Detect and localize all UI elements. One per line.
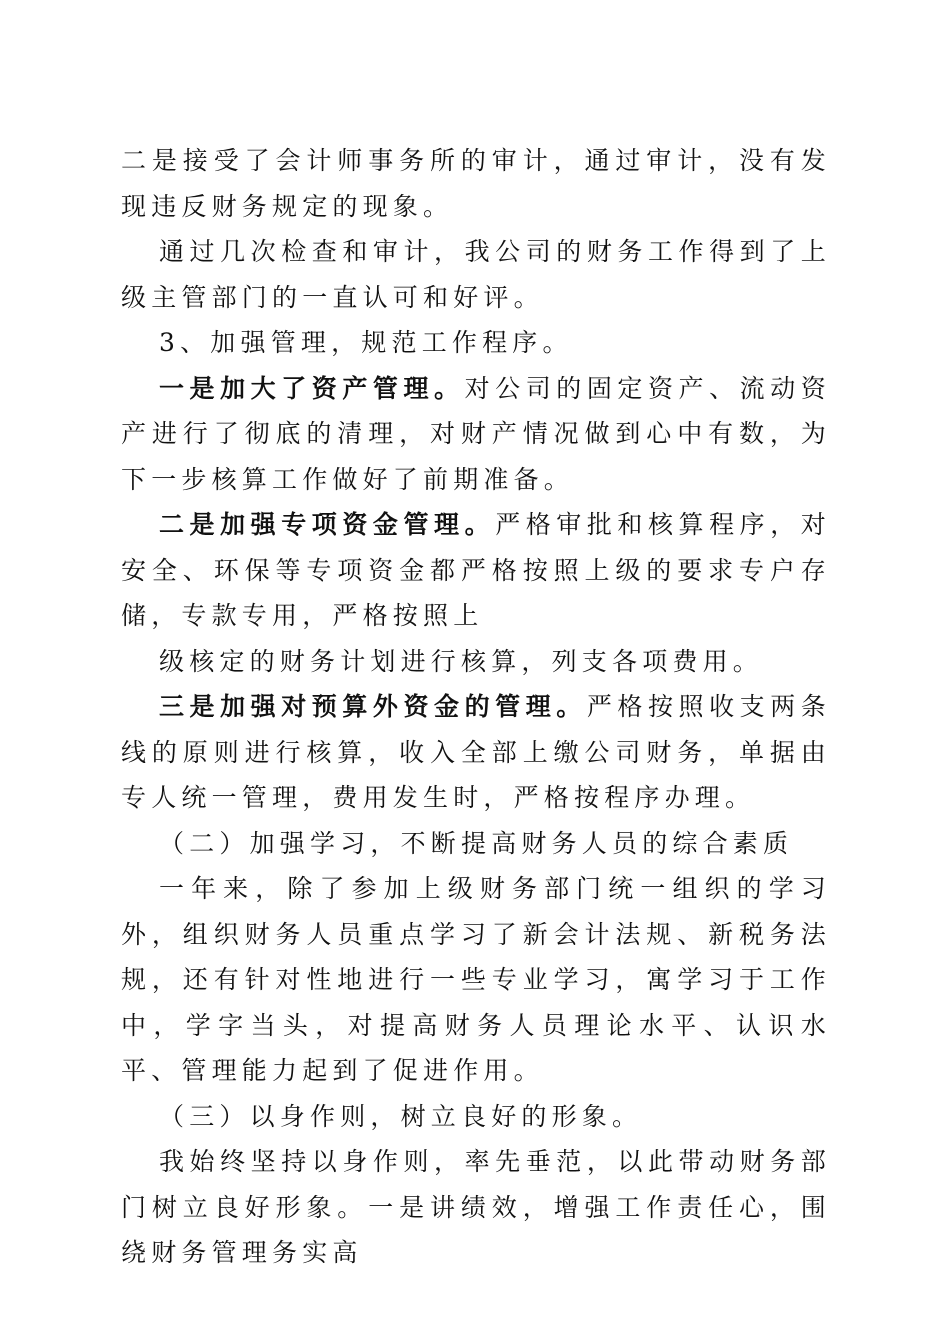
section-heading-example bbox=[121, 1094, 831, 1140]
paragraph-text: 我始终坚持以身作则，率先垂范，以此带动财务部门树立良好形象。一是讲绩效，增强工作责任心，围绕财务管理务实高 bbox=[121, 1147, 831, 1267]
heading-text: 3、加强管理，规范工作程序。 bbox=[159, 328, 573, 357]
paragraph-special-funds bbox=[121, 502, 831, 639]
paragraph-text: 严格按照收支两条线的原则进行核算，收入全部上缴公司财务，单据由专人统一管理，费用发生时，严格按程序办理。 bbox=[121, 692, 831, 812]
paragraph-extra-budget bbox=[121, 684, 831, 821]
paragraph-text: 对公司的固定资产、流动资产进行了彻底的清理，对财产情况做到心中有数，为下一步核算工作做好了前期准备。 bbox=[121, 373, 831, 494]
paragraph-audit-result bbox=[121, 138, 831, 229]
paragraph-recognition bbox=[121, 229, 831, 320]
heading-text: （二）加强学习，不断提高财务人员的综合素质 bbox=[159, 828, 794, 858]
section-heading-management bbox=[121, 320, 831, 366]
paragraph-lead: 二是加强专项资金管理。 bbox=[159, 510, 496, 539]
paragraph-text: 严格审批和核算程序，对安全、环保等专项资金都严格按照上级的要求专户存储，专款专用，严格按照上 bbox=[121, 510, 832, 630]
paragraph-asset-management bbox=[121, 366, 831, 503]
paragraph-lead: 三是加强对预算外资金的管理。 bbox=[159, 692, 587, 721]
paragraph-example bbox=[121, 1139, 831, 1276]
paragraph-text: 一年来，除了参加上级财务部门统一组织的学习外，组织财务人员重点学习了新会计法规、新税务法规，还有针对性地进行一些专业学习，寓学习于工作中，学字当头，对提高财务人员理论水平、认识水平、管理能力起到了促进作用。 bbox=[121, 874, 831, 1085]
paragraph-text: 通过几次检查和审计，我公司的财务工作得到了上级主管部门的一直认可和好评。 bbox=[121, 237, 831, 312]
section-heading-study bbox=[121, 821, 831, 867]
document-body bbox=[121, 138, 831, 1276]
paragraph-lead: 一是加大了资产管理。 bbox=[159, 373, 465, 403]
paragraph-text: 二是接受了会计师事务所的审计，通过审计，没有发现违反财务规定的现象。 bbox=[121, 146, 831, 221]
paragraph-text: 级核定的财务计划进行核算，列支各项费用。 bbox=[159, 646, 764, 676]
paragraph-study bbox=[121, 866, 831, 1094]
heading-text: （三）以身作则，树立良好的形象。 bbox=[159, 1101, 643, 1131]
paragraph-financial-plan bbox=[121, 639, 831, 685]
